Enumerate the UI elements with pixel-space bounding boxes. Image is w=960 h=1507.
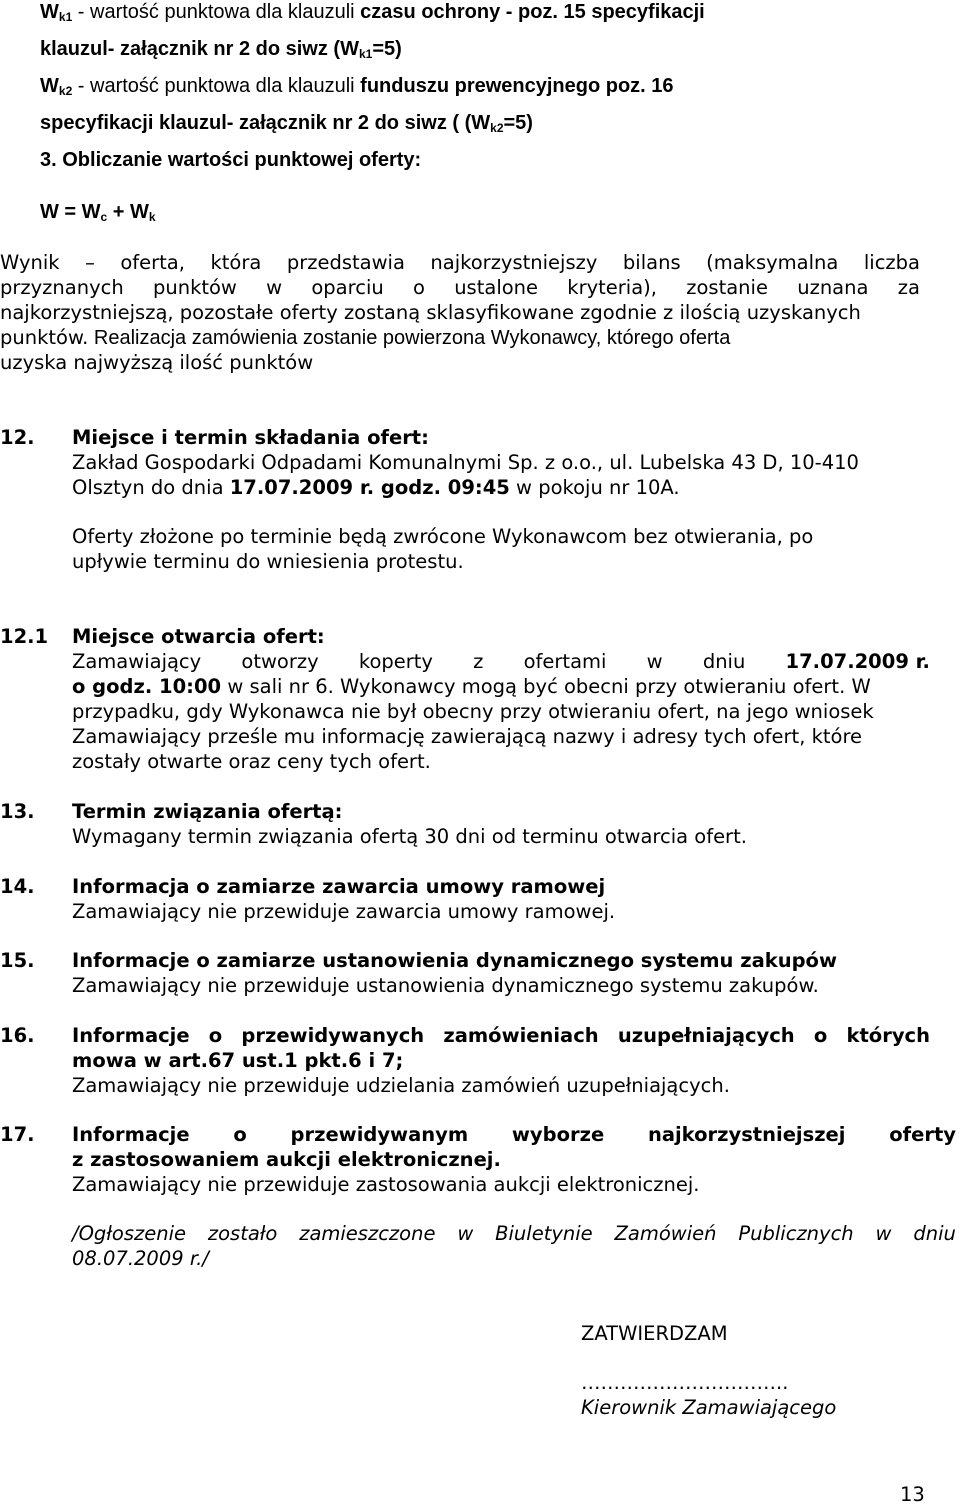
section-17-number: 17. [0, 1123, 35, 1146]
section-13-number: 13. [0, 800, 35, 823]
section-12-1-line1: Zamawiający otworzy koperty z ofertami w dniu 17.07.2009 r. [72, 650, 930, 673]
section-12-1-title: Miejsce otwarcia ofert: [72, 625, 325, 648]
section-13-title: Termin związania ofertą: [72, 800, 343, 823]
section-12-1-line4: Zamawiający prześle mu informację zawierającą nazwy i adresy tych ofert, które [72, 725, 863, 748]
approval-role: Kierownik Zamawiającego [581, 1396, 837, 1419]
wk2-line1: $W_{k2}$ - wartość punktowa dla klauzuli funduszu prewencyjnego poz. 16 [40, 75, 674, 98]
result-line-4: punktów. Realizacja zamówienia zostanie powierzona Wykonawcy, którego oferta [0, 326, 731, 349]
wk2-line2: specyfikacji klauzul- załącznik nr 2 do siwz ( $(W_{k2}=5)$ [40, 112, 533, 135]
section-17-title1: Informacje o przewidywanym wyborze najkorzystniejszej oferty [72, 1123, 956, 1146]
section-14-text: Zamawiający nie przewiduje zawarcia umowy ramowej. [72, 900, 616, 923]
section-12-number: 12. [0, 426, 35, 449]
section-12-title: Miejsce i termin składania ofert: [72, 426, 429, 449]
section-14-title: Informacja o zamiarze zawarcia umowy ramowej [72, 875, 606, 898]
section-12-note2: upływie terminu do wniesienia protestu. [72, 550, 464, 573]
publication-line2: 08.07.2009 r./ [72, 1247, 209, 1270]
section-16-title1: Informacje o przewidywanych zamówieniach uzupełniających o których [72, 1024, 930, 1047]
result-line-1: Wynik – oferta, która przedstawia najkorzystniejszy bilans (maksymalna liczba [0, 251, 920, 274]
section-12-1-number: 12.1 [0, 625, 49, 648]
result-line-3: najkorzystniejszą, pozostałe oferty zostaną sklasyfikowane zgodnie z ilością uzyskanych [0, 301, 861, 324]
section-12-1-line5: zostały otwarte oraz ceny tych ofert. [72, 750, 431, 773]
section-15-number: 15. [0, 949, 35, 972]
section-15-text: Zamawiający nie przewiduje ustanowienia dynamicznego systemu zakupów. [72, 974, 819, 997]
result-line-2: przyznanych punktów w oparciu o ustalone kryteria), zostanie uznana za [0, 276, 920, 299]
section-13-text: Wymagany termin związania ofertą 30 dni od terminu otwarcia ofert. [72, 825, 747, 848]
heading-3: 3. Obliczanie wartości punktowej oferty: [40, 149, 422, 171]
publication-line1: /Ogłoszenie zostało zamieszczone w Biuletynie Zamówień Publicznych w dniu [72, 1222, 956, 1245]
section-16-number: 16. [0, 1024, 35, 1047]
section-16-text: Zamawiający nie przewiduje udzielania zamówień uzupełniających. [72, 1074, 730, 1097]
section-12-note1: Oferty złożone po terminie będą zwrócone Wykonawcom bez otwierania, po [72, 525, 814, 548]
wk1-line2: klauzul- załącznik nr 2 do siwz $(W_{k1}=5)$ [40, 38, 402, 61]
result-line-5: uzyska najwyższą ilość punktów [0, 351, 314, 374]
section-16-title2: mowa w art.67 ust.1 pkt.6 i 7; [72, 1049, 404, 1072]
section-17-title2: z zastosowaniem aukcji elektronicznej. [72, 1148, 501, 1171]
signature-line: ………………………….. [581, 1371, 789, 1394]
section-12-1-line3: przypadku, gdy Wykonawca nie był obecny przy otwieraniu ofert, na jego wniosek [72, 700, 874, 723]
section-17-text: Zamawiający nie przewiduje zastosowania aukcji elektronicznej. [72, 1173, 700, 1196]
section-12-line1: Zakład Gospodarki Odpadami Komunalnymi Sp. z o.o., ul. Lubelska 43 D, 10-410 [72, 451, 859, 474]
formula: $W = W_c + W_k$ [40, 201, 156, 224]
wk1-line1: $W_{k1}$ - wartość punktowa dla klauzuli czasu ochrony - poz. 15 specyfikacji [40, 1, 705, 24]
section-12-line2: Olsztyn do dnia 17.07.2009 r. godz. 09:45 w pokoju nr 10A. [72, 476, 680, 499]
section-12-1-line2: o godz. 10:00 w sali nr 6. Wykonawcy mogą być obecni przy otwieraniu ofert. W [72, 675, 871, 698]
section-15-title: Informacje o zamiarze ustanowienia dynamicznego systemu zakupów [72, 949, 837, 972]
page-number: 13 [900, 1483, 925, 1506]
section-14-number: 14. [0, 875, 35, 898]
approval-title: ZATWIERDZAM [581, 1322, 728, 1345]
